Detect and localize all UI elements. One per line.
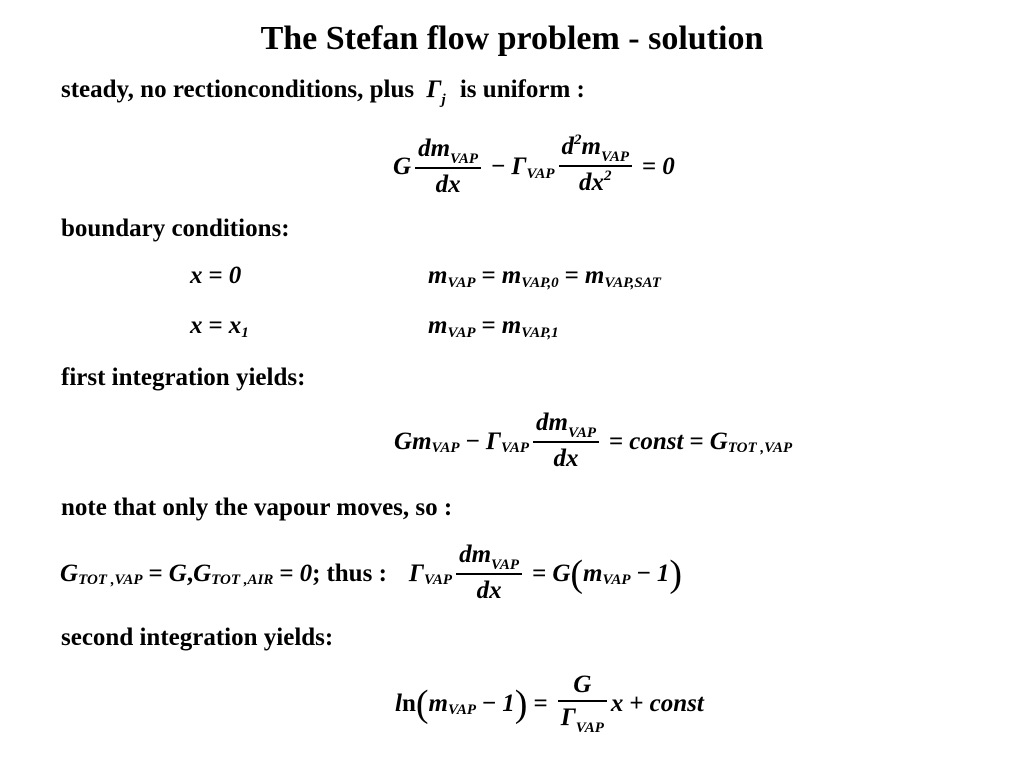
page-title: The Stefan flow problem - solution <box>260 20 764 57</box>
boundary-conditions-heading: boundary conditions: <box>61 215 290 242</box>
steady-condition-line <box>61 76 585 108</box>
first-integration-heading: first integration yields: <box>61 364 306 391</box>
gamma-j-symbol: $\Gamma_j$ <box>426 76 446 108</box>
equation-second-integral: l n ( m VAP − 1 ) = $\frac{G}{\Gamma_{VAP}}$ x + const <box>395 671 704 736</box>
equation-differential: G $\frac{dm_{VAP}}{dx}$ − Γ VAP $\frac{d^2m_{VAP}}{dx^2}$ = 0 <box>393 132 675 198</box>
equation-first-integral: G m VAP − Γ VAP $\frac{dm_{VAP}}{dx}$ = const = G TOT ,VAP <box>394 409 793 472</box>
bc-x0: x = 0 <box>190 262 242 289</box>
steady-suffix-text: is uniform : <box>459 76 585 103</box>
equation-flux-relation: G TOT ,VAP = G , G TOT ,AIR = 0 ; thus : Γ VAP $\frac{dm_{VAP}}{dx}$ = G ( m VAP − 1 ) <box>60 541 682 604</box>
steady-prefix-text: steady, no rectionconditions, plus <box>61 76 415 103</box>
note-heading: note that only the vapour moves, so : <box>61 494 453 521</box>
second-integration-heading: second integration yields: <box>61 624 334 651</box>
bc-m1: m VAP = m VAP,1 <box>428 312 559 341</box>
bc-x1: x = x 1 <box>190 312 249 341</box>
bc-m-sat: m VAP = m VAP,0 = m VAP,SAT <box>428 262 661 291</box>
